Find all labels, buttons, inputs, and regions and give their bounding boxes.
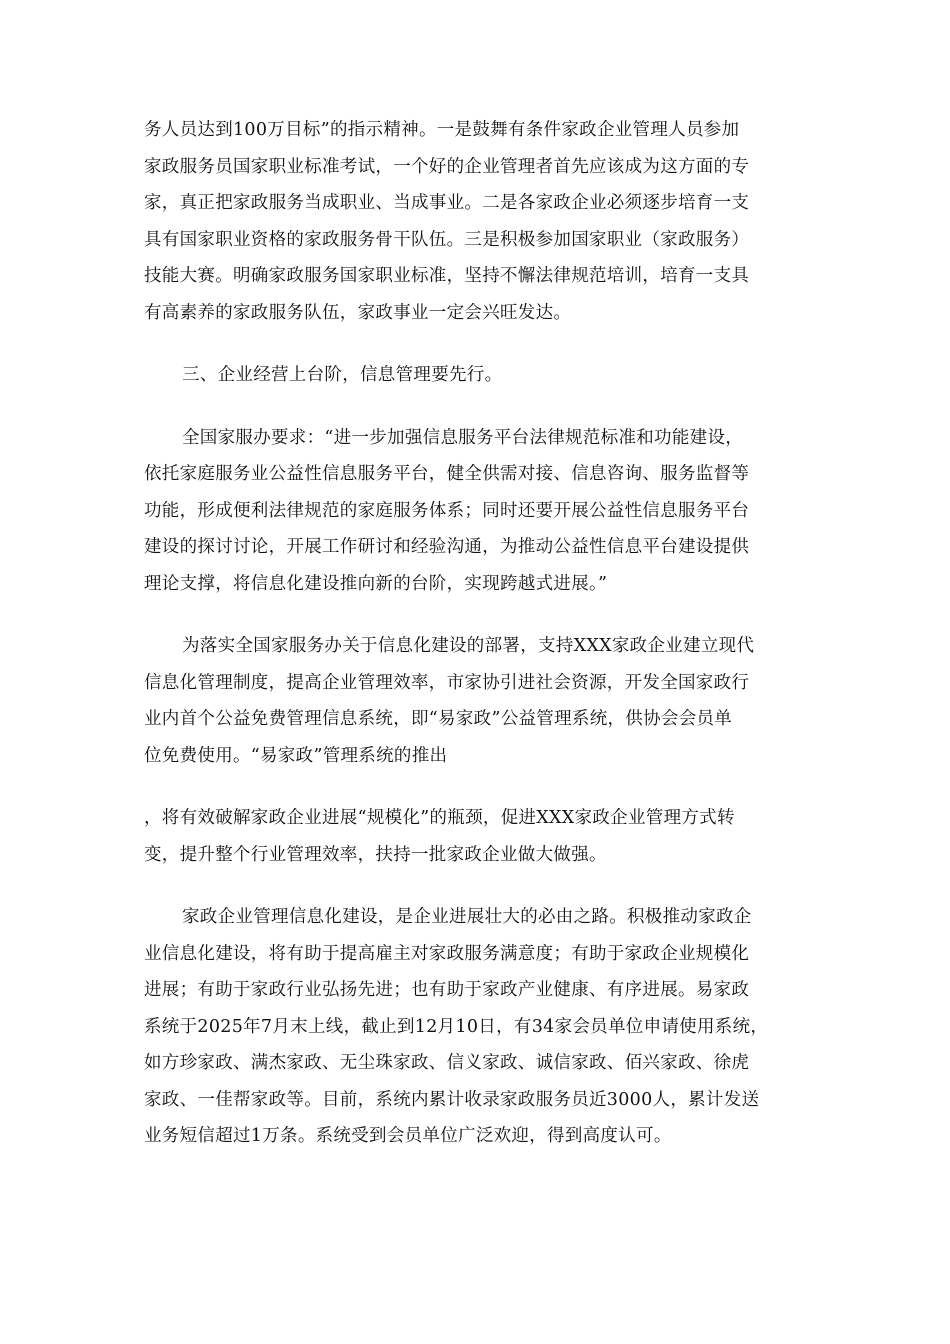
text-line: 为落实全国家服务办关于信息化建设的部署，支持XXX家政企业建立现代	[182, 636, 755, 656]
text-line: 功能，形成便利法律规范的家庭服务体系；同时还要开展公益性信息服务平台	[144, 500, 750, 521]
text-line: 理论支撑，将信息化建设推向新的台阶，实现跨越式进展。”	[144, 573, 608, 594]
section-heading	[144, 357, 824, 394]
text-line: 业信息化建设，将有助于提高雇主对家政服务满意度；有助于家政企业规模化	[144, 943, 750, 964]
text-line: ，将有效破解家政企业进展“规模化”的瓶颈，促进XXX家政企业管理方式转	[144, 808, 735, 828]
text-line: 业内首个公益免费管理信息系统，即“易家政”公益管理系统，供协会会员单	[144, 709, 733, 729]
text-line: 依托家庭服务业公益性信息服务平台，健全供需对接、信息咨询、服务监督等	[144, 464, 750, 484]
text-line: 家政、一佳帮家政等。目前，系统内累计收录家政服务员近3000人，累计发送	[144, 1089, 760, 1110]
paragraph-4	[144, 628, 824, 774]
text-line: 建设的探讨讨论，开展工作研讨和经验沟通，为推动公益性信息平台建设提供	[144, 537, 750, 557]
text-line: 技能大赛。明确家政服务国家职业标准，坚持不懈法律规范培训，培育一支具	[144, 266, 750, 286]
document-page	[144, 112, 824, 1155]
text-line: 具有国家职业资格的家政服务骨干队伍。三是积极参加国家职业（家政服务）	[144, 229, 750, 250]
text-line: 进展；有助于家政行业弘扬先进；也有助于家政产业健康、有序进展。易家政	[144, 980, 750, 1000]
paragraph-1	[144, 112, 824, 331]
text-line: 业务短信超过1万条。系统受到会员单位广泛欢迎，得到高度认可。	[144, 1126, 672, 1146]
text-line: 信息化管理制度，提高企业管理效率，市家协引进社会资源，开发全国家政行	[144, 672, 750, 693]
text-line: 系统于2025年7月末上线，截止到12月10日，有34家会员单位申请使用系统，	[144, 1016, 769, 1037]
text-line: 有高素养的家政服务队伍，家政事业一定会兴旺发达。	[144, 302, 572, 323]
paragraph-3	[144, 420, 824, 603]
paragraph-5	[144, 800, 824, 873]
text-line: 如方珍家政、满杰家政、无尘珠家政、信义家政、诚信家政、佰兴家政、徐虎	[144, 1053, 750, 1073]
text-line: 家政服务员国家职业标准考试，一个好的企业管理者首先应该成为这方面的专	[144, 156, 750, 177]
text-line: 务人员达到100万目标”的指示精神。一是鼓舞有条件家政企业管理人员参加	[144, 120, 740, 140]
paragraph-6	[144, 899, 824, 1155]
text-line: 家政企业管理信息化建设，是企业进展壮大的必由之路。积极推动家政企	[182, 907, 752, 927]
text-line: 家，真正把家政服务当成职业、当成事业。二是各家政企业必须逐步培育一支	[144, 193, 750, 213]
text-line: 变，提升整个行业管理效率，扶持一批家政企业做大做强。	[144, 844, 607, 865]
text-line: 三、企业经营上台阶，信息管理要先行。	[182, 365, 503, 385]
text-line: 全国家服办要求：“进一步加强信息服务平台法律规范标准和功能建设，	[182, 427, 744, 448]
text-line: 位免费使用。“易家政”管理系统的推出	[144, 745, 448, 766]
